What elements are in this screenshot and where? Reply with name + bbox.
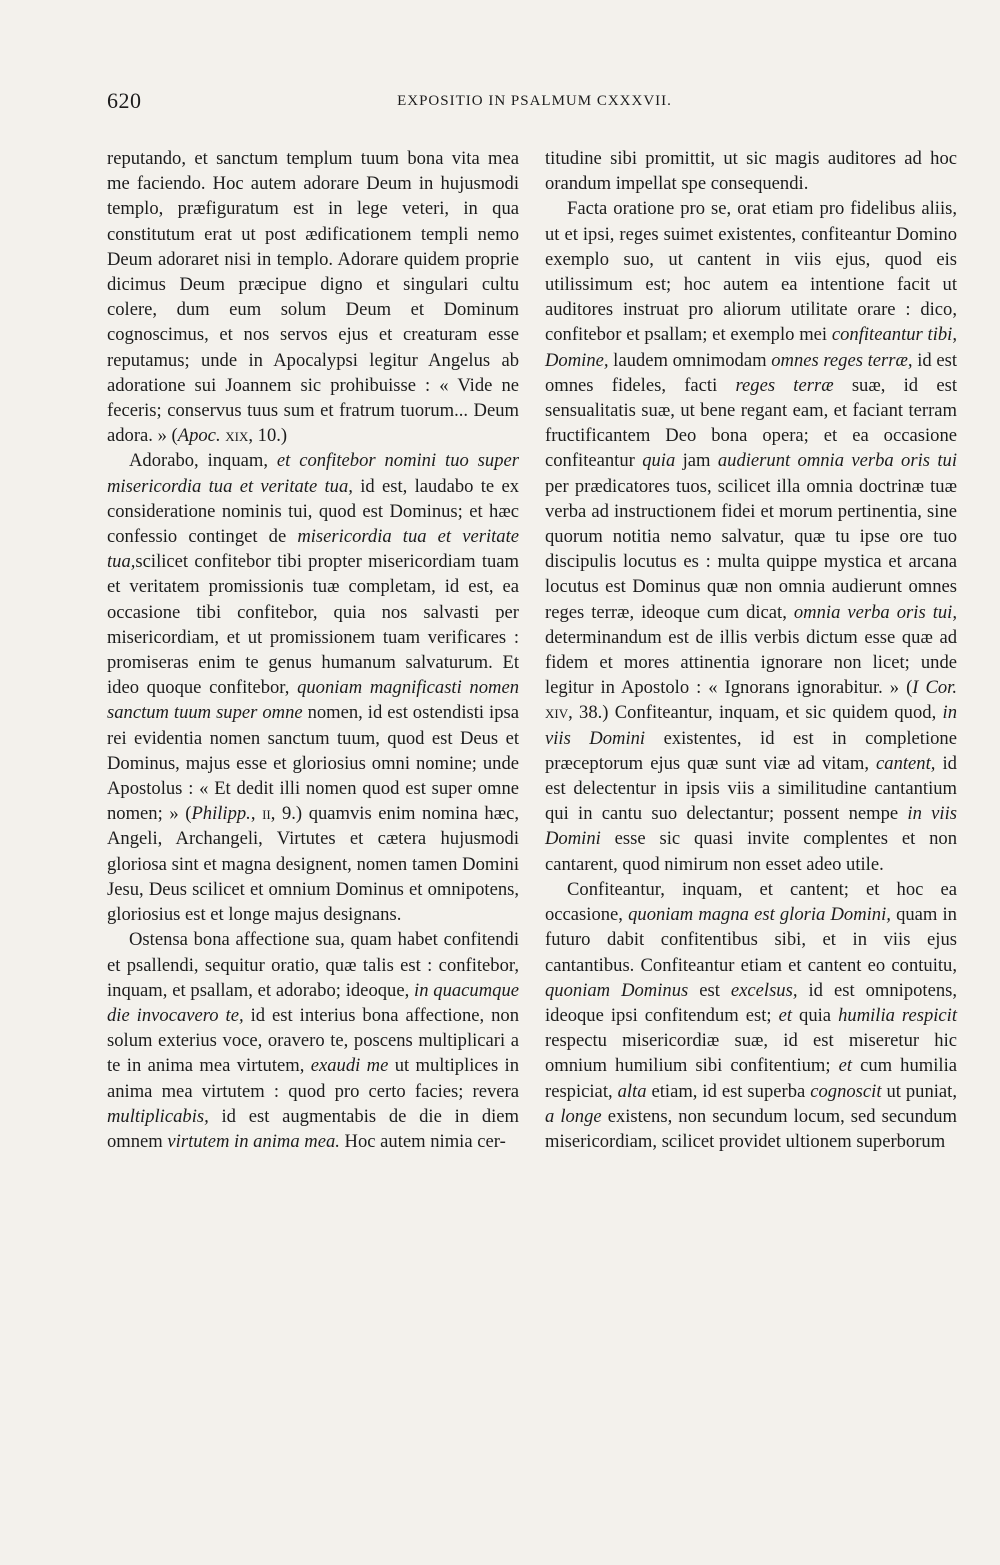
italic-text: quoniam magna est gloria Domini,: [628, 904, 891, 926]
italic-text: multiplicabis,: [107, 1105, 209, 1127]
paragraph: [545, 146, 957, 196]
text-run: id est, laudabo te ex consideratione nominis tui, quod est Dominus; et hæc confessio continget de: [107, 475, 519, 548]
text-run: id est omnipotens, ideoque ipsi confitendum est;: [545, 979, 958, 1026]
italic-text: misericordia tua et veritate tua,: [107, 526, 519, 573]
italic-text: in viis Domini: [545, 803, 957, 850]
italic-text: confiteantur tibi, Domine,: [545, 324, 957, 371]
italic-text: Philipp.: [191, 803, 251, 825]
text-run: esse sic quasi invite complentes et non cantarent, quod nimirum non esset adeo utile.: [545, 828, 957, 875]
text-run: ut puniat,: [881, 1080, 957, 1102]
text-run: laudem omnimodam: [608, 349, 772, 371]
text-run: , 10.): [248, 425, 288, 447]
smallcaps-text: ii: [262, 803, 271, 825]
italic-text: reges terræ: [735, 374, 834, 396]
italic-text: excelsus,: [730, 979, 798, 1001]
paragraph: [107, 448, 519, 927]
left-column: [107, 146, 519, 1154]
text-run: jam: [675, 450, 718, 472]
running-title: EXPOSITIO IN PSALMUM CXXXVII.: [397, 93, 672, 109]
text-run: suæ, id est sensualitatis suæ, ut bene regant eam, et faciant terram fructificantem Deo bona opera; et ea occasione confiteantur: [545, 374, 957, 472]
italic-text: humilia respicit: [838, 1004, 958, 1026]
text-run: cum humilia respiciat,: [545, 1055, 957, 1102]
italic-text: alta: [617, 1080, 647, 1102]
text-run: Confiteantur, inquam, et cantent; et hoc ea occasione,: [545, 878, 957, 926]
italic-text: virtutem in anima mea.: [167, 1130, 340, 1152]
italic-text: cantent,: [876, 752, 936, 774]
italic-text: exaudi me: [310, 1055, 389, 1077]
text-run: nomen, id est ostendisti ipsa rei evidentia nomen sanctum tuum, quod est Deus et Dominus, majus esse et gloriosius omni nomine; unde Apostolus : « Et dedit illi nomen quod est super omne nomen; » (: [107, 702, 519, 825]
text-run: Hoc autem nimia cer-: [339, 1130, 506, 1152]
text-run: quia: [792, 1004, 839, 1026]
text-run: existentes, id est in completione præceptorum ejus quæ sunt viæ ad vitam,: [545, 727, 957, 774]
italic-text: omnes reges terræ,: [771, 349, 913, 371]
text-run: titudine sibi promittit, ut sic magis auditores ad hoc orandum impellat spe consequendi.: [545, 148, 957, 195]
text-run: id est delectentur in ipsis viis a similitudine cantantium qui in cantu suo delectantur; possent nempe: [545, 752, 957, 825]
text-run: id est omnes fideles, facti: [545, 349, 957, 396]
paragraph: [107, 146, 519, 448]
smallcaps-text: xix: [225, 425, 249, 447]
italic-text: I Cor.: [912, 677, 957, 699]
italic-text: quoniam magnificasti nomen sanctum tuum super omne: [107, 677, 519, 724]
paragraph: [545, 877, 957, 1154]
italic-text: quoniam Dominus: [545, 979, 689, 1001]
italic-text: et: [778, 1004, 793, 1026]
text-run: existens, non secundum locum, sed secundum misericordiam, scilicet providet ultionem superborum: [545, 1105, 957, 1152]
text-run: etiam, id est superba: [646, 1080, 811, 1102]
text-run: per prædicatores tuos, scilicet illa omnia doctrinæ tuæ verba ad instructionem fidei et morum pertinentia, sine quorum notitia nemo salvatur, quæ tu ipse ore tuo discipulis locutus es : multa quippe mystica et arcana locutus est Dominus quæ non omnia audierunt omnes reges terræ, ideoque cum dicat,: [545, 475, 957, 623]
text-run: scilicet confitebor tibi propter misericordiam tuam et veritatem promissionis tuæ completam, id est, ea occasione tibi confitebor, quia nos salvasti per misericordiam, et ut promissionem tuam verificares : promiseras enim te genus humanum salvaturum. Et ideo quoque confitebor,: [107, 551, 519, 699]
text-run: quam in futuro dabit confitentibus sibi, et in viis ejus cantantibus. Confiteantur etiam et cantent eo contuitu,: [545, 904, 957, 976]
text-run: determinandum est de illis verbis dictum esse quæ ad fidem et mores attinentia ignorare non licet; unde legitur in Apostolo : « Ignorans ignorabitur. » (: [545, 626, 957, 699]
italic-text: in viis Domini: [545, 702, 957, 749]
text-run: , 9.) quamvis enim nomina hæc, Angeli, Archangeli, Virtutes et cætera hujusmodi gloriosa sint et magna designent, nomen tamen Domini Jesu, Deus scilicet et omnium Dominus et omnipotens, gloriosius est et longe majus designans.: [107, 803, 520, 926]
text-run: ut multiplices in anima mea virtutem : quod pro certo facies; revera: [107, 1055, 519, 1102]
text-run: id est interius bona affectione, non solum exterius voce, oravero te, poscens multiplicari a te in anima mea virtutem,: [107, 1004, 519, 1077]
smallcaps-text: xiv: [545, 702, 569, 724]
italic-text: Apoc.: [177, 425, 221, 447]
text-run: est: [688, 979, 731, 1001]
text-run: Facta oratione pro se, orat etiam pro fidelibus aliis, ut et ipsi, reges suimet existentes, confiteantur Domino exemplo suo, ut cantent in viis ejus, quod eis utilissimum est; hoc autem ea intentione facit ut auditores instruat pro aliorum utilitate orare : dico, confitebor et psallam; et exemplo mei: [545, 198, 957, 346]
page-header: [107, 88, 962, 118]
italic-text: a longe: [545, 1105, 602, 1127]
page-number: 620: [107, 88, 142, 113]
text-run: id est augmentabis de die in diem omnem: [107, 1105, 519, 1152]
italic-text: et: [838, 1055, 853, 1077]
italic-text: cognoscit: [810, 1080, 882, 1102]
italic-text: et confitebor nomini tuo super misericordia tua et veritate tua,: [107, 450, 519, 497]
text-run: respectu misericordiæ suæ, id est miseretur hic omnium humilium sibi confitentium;: [545, 1030, 957, 1077]
italic-text: audierunt omnia verba oris tui: [717, 450, 957, 472]
text-run: Ostensa bona affectione sua, quam habet confitendi et psallendi, sequitur oratio, quæ talis est : confitebor, inquam, et psallam, et adorabo; ideoque,: [107, 929, 519, 1001]
italic-text: quia: [642, 450, 676, 472]
text-run: reputando, et sanctum templum tuum bona vita mea me faciendo. Hoc autem adorare Deum in hujusmodi templo, præfiguratum est in lege veteri, in qua constitutum erat ut post ædificationem templi nemo Deum adoraret nisi in templo. Adorare quidem proprie dicimus Deum præcipue digno et singulari cultu colere, dum eum solum Deum et Dominum cognoscimus, et nos servos ejus et creaturam esse reputamus; unde in Apocalypsi legitur Angelus ab adoratione sui Joannem sic prohibuisse : « Vide ne feceris; conservus tuus sum et fratrum tuorum... Deum adora. » (: [107, 148, 519, 447]
italic-text: in quacumque die invocavero te,: [107, 979, 519, 1026]
right-column: [545, 146, 957, 1154]
text-run: , 38.) Confiteantur, inquam, et sic quidem quod,: [568, 702, 943, 724]
paragraph: [107, 927, 519, 1154]
paragraph: [545, 196, 957, 876]
italic-text: omnia verba oris tui,: [793, 601, 957, 623]
text-run: ,: [250, 803, 263, 825]
text-run: Adorabo, inquam,: [129, 450, 277, 472]
